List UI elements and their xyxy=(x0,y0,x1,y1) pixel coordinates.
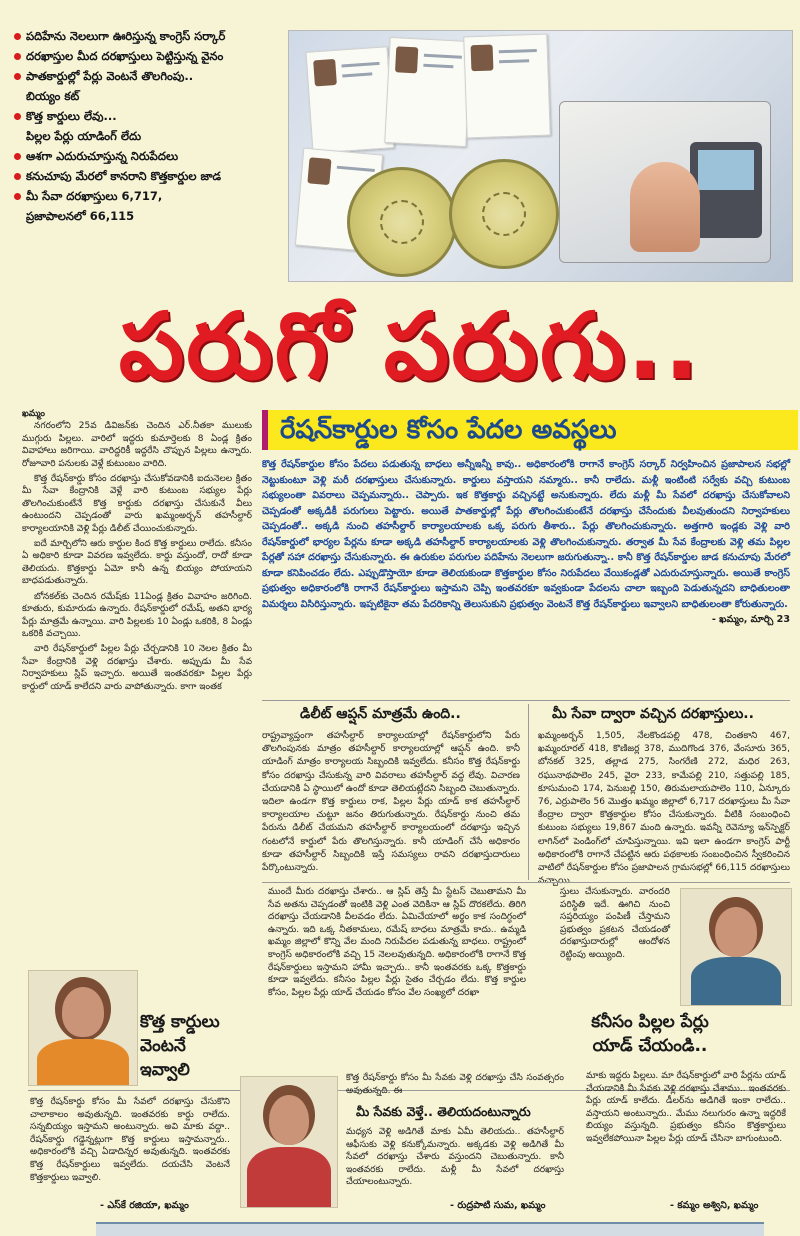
highlight-item: కొత్త కార్డులు లేవు... xyxy=(10,108,300,125)
card-icon xyxy=(306,46,395,153)
next-section-strip xyxy=(96,1222,764,1236)
headline: పరుగో పరుగు.. xyxy=(118,293,702,400)
fingerprint-icon xyxy=(630,162,700,252)
left-paragraph: ఐదే మార్చిలోని ఆరు కార్డుల కింద కొత్త కార్డులు రాలేదు. కనీసం ఏ అధికారి కూడా వివరణ ఇవ్వలేదు. కార్డు వస్తుందో, రాదో కూడా తెలియదు. కొత్తకార్డు ఏమో కానీ ఉన్న బియ్యం పోయాయని బాధపడుతున్నారు. xyxy=(22,539,252,587)
person-photo xyxy=(680,888,792,1006)
divider xyxy=(262,882,790,883)
left-paragraph: బోనకల్‌కు చెందిన రమేష్‌కు 11ఏండ్ల క్రితం వివాహం జరిగింది. కూతురు, కుమారుడు ఉన్నారు. రేషన్‌కార్డులో రమేష్, అతని భార్య పేర్లు మాత్రమే ఉన్నాయి. వారి పిల్లలకు 10 ఏండ్లు ఒకరికి, 8 ఏండ్లు ఒకరికి వచ్చాయి. xyxy=(22,591,252,639)
quote-mid-signature: - రుద్రపాటి సుమ, ఖమ్మం xyxy=(450,1200,546,1211)
quote-right-signature: - కమ్మం అశ్విని, ఖమ్మం xyxy=(670,1200,759,1211)
quote-right: మాకు ఇద్దరు పిల్లలు. మా రేషన్‌కార్డులో వారి పేర్లను యాడ్ చేయడానికి మీ సేవకు వెళ్లి దరఖాస్తు చేశాము.. ఇంతవరకు పేర్లు యాడ్ కాలేదు. డీలర్‌ను అడిగితే ఇంకా రాలేదు.. వస్తాయని అంటున్నారు.. మేము నలుగురం ఉన్నా ఇద్దరికే బియ్యం వస్తున్నది. ప్రభుత్వం కనీసం కొత్తకార్డులు ఇవ్వలేకపోయినా పిల్లల పేర్లు యాడ్ చేసినా బాగుంటుంది. xyxy=(586,1071,786,1144)
highlight-item: మీ సేవా దరఖాస్తులు 6,717, xyxy=(10,188,300,205)
caption-left: కొత్త కార్డులు వెంటనే ఇవ్వాలి xyxy=(140,1012,220,1080)
person-photo xyxy=(28,970,138,1086)
caption-right: కనీసం పిల్లల పేర్లు యాడ్ చేయండి.. xyxy=(591,1012,709,1056)
fingerprint-scan-photo xyxy=(559,101,771,263)
lead-paragraph xyxy=(262,457,790,628)
quote-left: కొత్త రేషన్‌కార్డు కోసం మీ సేవలో దరఖాస్తు చేసుకొని చాలాకాలం అవుతున్నది. ఇంతవరకు కార్డు రాలేదు. సన్నబియ్యం ఇస్తామని అంటున్నారు. అవి మాకు వద్దా.. రేషన్‌కార్డు గడ్డెన్నట్లుగా కొత్త కార్డులు ఇస్తామన్నారు.. అధికారంలోకి వచ్చి ఏడాదిన్నర అవుతున్నది. ఇంతవరకు కొత్త రేషన్‌కార్డులు ఇవ్వలేదు. దయచేసి వెంటనే కొత్తకార్డులు ఇవ్వాలి. xyxy=(30,1097,230,1183)
subhead-text: రేషన్‌కార్డుల కోసం పేదల అవస్థలు xyxy=(280,415,617,445)
lead-text: కొత్త రేషన్‌కార్డుల కోసం పేదలు పడుతున్న బాధలు అన్నీఇన్నీ కావు.. అధికారంలోకి రాగానే కాంగ్రెస్ సర్కార్ నిర్వహించిన ప్రజాపాలన సభల్లో నెట్టుకుంటూ వెళ్లి మరీ దరఖాస్తులు చేసుకున్నారు. కార్డులు వస్తాయని నమ్మారు.. కానీ రాలేదు. మళ్లీ ఇంటింటి సర్వేకు వచ్చి కుటుంబ సభ్యులంతా వివరాలు చెప్పమన్నారు.. చెప్పారు. ఇక కొత్తకార్డు వచ్చినట్టే అనుకున్నారు. లేదు మళ్లీ మీ సేవలో దరఖాస్తు చేసుకోవాలని చెప్పడంతో అక్కడికీ పరుగులు పెట్టారు. అయితే పాతకార్డుల్లో పేర్లు తొలగించుకుంటేనే దరఖాస్తు చేసేందుకు వీలవుతుందని నిర్వాహకులు చెప్పడంతో.. అక్కడి నుంచి తహసీల్దార్ కార్యాలయాలకు ఒక్క పరుగు తీశారు.. పేర్లు తొలగించుకున్నారు. అత్తగారి ఇండ్లకు వెళ్లి వారి రేషన్‌కార్డులో భార్యల పేర్లను కూడా అక్కడి తహసీల్దార్ కార్యాలయాలకు వెళ్లి తొలగించుకున్నారు. తర్వాత మీ సేవ కేంద్రాలకు వెళ్లి తమ పిల్లల పేర్లతో సహా దరఖాస్తు చేసుకున్నారు. ఈ ఉరుకుల పరుగుల పదిహేను నెలలుగా జరుగుతున్నా.. కానీ కొత్త రేషన్‌కార్డుల జాడ కనుచూపు మేరలో కూడా కనిపించడం లేదు. ఎప్పుడొస్తాయో కూడా తెలియకుండా కొత్తకార్డుల కోసం నిరుపేదలు వేయికండ్లతో ఎదురుచూస్తున్నారు. అయితే కాంగ్రెస్ ప్రభుత్వం అధికారంలోకి రాగానే రేషన్‌కార్డులు ఇస్తామని చెప్పి ఇంతవరకూ ఇవ్వకుండా పేదలను చాలా ఇబ్బంది పెడుతున్నదని బాధితులంతా విమర్శలు విసిరిస్తున్నారు. ఇప్పటికైనా తమ పేదరికాన్ని తెలుసుకుని ప్రభుత్వం వెంటనే కొత్త రేషన్‌కార్డులు ఇవ్వాలని బాధితులంతా కోరుతున్నారు. xyxy=(262,459,790,610)
highlight-item: పిల్లల పేర్లు యాడింగ్ లేదు xyxy=(26,129,142,143)
quote-mid-text: మధ్యన వెళ్లి అడిగితే మాకు ఏమీ తెలియదు.. తహసీల్దార్ ఆఫీసుకు వెళ్లి కనుక్కోమన్నారు. అక్కడకు వెళ్లి అడిగితే మీ సేవలో దరఖాస్తు చేశారు వస్తుందని చెబుతున్నారు. కానీ ఇంతవరకు రాలేదు. మళ్లీ మీ సేవలో దరఖాస్తు చేయాలంటున్నారు. xyxy=(346,1127,564,1188)
highlight-item: బియ్యం కట్ xyxy=(26,89,80,103)
card-icon xyxy=(463,34,551,139)
highlight-item: దరఖాస్తుల మీద దరఖాస్తులు పెట్టిస్తున్న వైనం xyxy=(10,48,300,65)
govt-seal-icon xyxy=(347,167,457,277)
left-paragraph: నగరంలోని 25వ డివిజన్‌కు చెందిన ఎర్.నీతకా ములుకు ముగ్గురు పిల్లలు. వారిలో ఇద్దరు కుమార్తెలకు 8 ఏండ్ల క్రితం వివాహాలు జరిగాయి. వారిద్దరికీ ఇద్దరేసి చొప్పున పిల్లలు ఉన్నారు. రోజూవారి పనులకు వెళ్లే కుటుంబం వారిది. xyxy=(22,421,252,469)
divider xyxy=(528,704,529,880)
left-column xyxy=(22,408,252,696)
mid-left-text: ముందే మీరు దరఖాస్తు చేశారు.. ఆ స్లిప్ తెస్తే మీ స్టేటస్ చెబుతామని మీ సేవ అతను చెప్పడంతో ఇంటికి వెళ్లి ఎంత వెదికినా ఆ స్లిప్ దొరకలేదు. తిరిగి దరఖాస్తు చేయడానికి వీలవడం లేదు. ఏమిచేయాలో అర్థం కాక సందిగ్ధంలో ఉన్నారు. ఇది ఒక్క నీతకామలు, రమేష్ బాధలు మాత్రమే కాదు.. ఉమ్మడి ఖమ్మం జిల్లాలో కొన్ని వేల మంది నిరుపేదల పడుతున్న బాధలు. రాష్ట్రంలో కాంగ్రెస్ అధికారంలోకి వచ్చి 15 నెలలవుతున్నది. అధికారంలోకి రాగానే కొత్త రేషన్‌కార్డులు ఇస్తామని హామీ ఇచ్చారు.. కానీ ఇంతవరకు ఒక్క కొత్తకార్డు కూడా ఇవ్వలేదు. కనీసం పిల్లల పేర్లు సైతం చేర్చడం లేదు. కొత్త కార్డుల కోసం, పిల్లల పేర్లు యాడ్ చేయడం కోసం వేల సంఖ్యలో దరఖా xyxy=(268,887,526,998)
highlight-item: ఆశగా ఎదురుచూస్తున్న నిరుపేదలు xyxy=(10,148,300,165)
left-paragraph: కొత్త రేషన్‌కార్డు కోసం దరఖాస్తు చేసుకోవడానికి ఐదునెలల క్రితం మీ సేవా కేంద్రానికి వెళ్లే వారి కుటుంబ సభ్యుల పేర్లు తొలగించుకుంటేనే కొత్త కార్డుకు దరఖాస్తు చేసుకునే వీలు ఉంటుందని చెప్పడంతో వారు ఖమ్మంఅర్బన్ తహసీల్దార్ కార్యాలయానికి వెళ్లి పేర్లు డిలీట్ చేయించుకున్నారు. xyxy=(22,474,252,534)
dateline: ఖమ్మం xyxy=(22,409,45,419)
box2-text: ఖమ్మంఅర్బన్ 1,505, నేలకొండపల్లి 478, చింతకాని 467, ఖమ్మంరూరల్ 418, కొణిజర్ల 378, ముదిగొండ 376, వేంసూరు 365, బోనకల్ 325, తల్లాడ 275, సింగరేణి 272, మధిర 263, రఘునాథపాలెం 245, వైరా 233, కామేపల్లి 210, సత్తుపల్లి 185, కూసుమంచి 174, పెనుబల్లి 150, తిరుమలాయపాలెం 110, ఏన్కూరు 76, ఎర్రుపాలెం 56 మొత్తం ఖమ్మం జిల్లాలో 6,717 దరఖాస్తులు మీ సేవా కేంద్రాల ద్వారా కొత్తకార్డుల కోసం చేసుకున్నారు. వీటికి సంబంధించి కుటుంబ సభ్యులు 19,867 మంది ఉన్నారు. ఇవన్నీ రెవెన్యూ ఇన్‌స్పెక్టర్ లాగిన్‌లో పెండింగ్‌లో చూపిస్తున్నాయి. ఇవి ఇలా ఉండగా కాంగ్రెస్ పార్టీ అధికారంలోకి రాగానే చేపట్టిన ఆరు పథకాలకు సంబంధించిన స్వీకరించిన వాటిలో రేషన్‌కార్డుల కోసం ప్రజాపాలన గ్రామసభల్లో 66,115 దరఖాస్తులు xyxy=(538,731,790,874)
highlight-item: పాతకార్డుల్లో పేర్లు వెంటనే తొలగింపు.. xyxy=(10,68,300,85)
box2-title: మీ సేవా ద్వారా వచ్చిన దరఖాస్తులు.. xyxy=(552,706,754,722)
subhead xyxy=(262,410,798,450)
left-paragraph: వారి రేషన్‌కార్డులో పిల్లల పేర్లు చేర్చడానికి 10 నెలల క్రితం మీ సేవా కేంద్రానికి వెళ్లి దరఖాస్తు చేశారు. అప్పుడు మీ సేవ నిర్వాహకులు స్లిప్ ఇచ్చారు. అయితే ఇంతవరకూ పిల్లల పేర్లు కార్డులో యాడ్ కాలేదని వారు వాపోతున్నారు. కాగా ఇంతక xyxy=(22,644,252,692)
highlights-list xyxy=(10,28,300,228)
mid-right-text: స్తులు చేసుకున్నారు. వారందరి పరిస్థితి ఇదే. ఊగిచి నుంచి సప్తరియ్యం పంపిణీ చేస్తామని ప్రభుత్వం ప్రకటన చేయడంతో దరఖాస్తుదారుల్లో ఆందోళన రెట్టింపు అయ్యింది. xyxy=(560,887,670,960)
person-photo xyxy=(240,1076,338,1208)
box1-text: రాష్ట్రవ్యాప్తంగా తహసీల్దార్ కార్యాలయాల్లో రేషన్‌కార్డులోని పేరు తొలగింపునకు మాత్రం తహసీల్దార్ కార్యాలయాల్లో ఆప్షన్ ఉంది. కానీ యాడింగ్ మాత్రం కార్యాలయ సిబ్బందికి ఇవ్వలేదు. కనీసం కొత్త రేషన్‌కార్డు కోసం దరఖాస్తు చేసుకున్న వారి వివరాలు తహసీల్దార్ వద్ద లేవు. విచారణ చేయడానికి ఏ స్థాయిలో ఉందో కూడా తెలియట్లేదని సిబ్బంది చెబుతున్నారు. ఇదిలా ఉండగా కొత్త కార్డులు రాక, పిల్లల పేర్లు యాడ్ కాక తహసీల్దార్ కార్యాలయాల చుట్టూ జనం తిరుగుతున్నారు. రేషన్‌కార్డు నుంచి తమ పేరును డిలీట్ చేయమని తహసీల్దార్ కార్యాలయంలో దరఖాస్తు ఇచ్చిన గంటలోనే కార్డులో పేరు తొలగిస్తున్నారు. కానీ యాడింగ్ చేసే అధికారం కూడా తహసీల్దార్ సిబ్బందికి ఇస్తే సమస్యలు రావని దరఖాస్తుదారులు పేర్కొంటున్నారు. xyxy=(262,731,520,874)
quote-mid-intro: కొత్త రేషన్‌కార్డు కోసం మీ సేవకు వెళ్లి దరఖాస్తు చేసి సంవత్సరం అవుతున్నది. ఈ xyxy=(346,1073,564,1096)
highlight-item: ప్రజాపాలనలో 66,115 xyxy=(26,209,135,223)
card-icon xyxy=(384,37,471,147)
highlight-item: కనుచూపు మేరలో కానరాని కొత్తకార్డుల జాడ xyxy=(10,168,300,185)
biometric-device-icon xyxy=(690,142,762,238)
lead-signature: - ఖమ్మం, మార్చి 23 xyxy=(711,614,790,625)
quote-left-signature: - ఎస్‌కే రజియా, ఖమ్మం xyxy=(100,1200,189,1211)
quote-mid-title: మీ సేవకు వెళ్తే.. తెలియదంటున్నారు xyxy=(356,1104,531,1119)
box1-title: డిలీట్ ఆప్షన్ మాత్రమే ఉంది.. xyxy=(300,706,461,722)
divider xyxy=(262,700,790,701)
highlight-item: పదిహేను నెలలుగా ఊరిస్తున్న కాంగ్రెస్ సర్కార్ xyxy=(10,28,300,45)
govt-seal-icon xyxy=(449,159,559,269)
ration-card-photo xyxy=(288,30,793,282)
